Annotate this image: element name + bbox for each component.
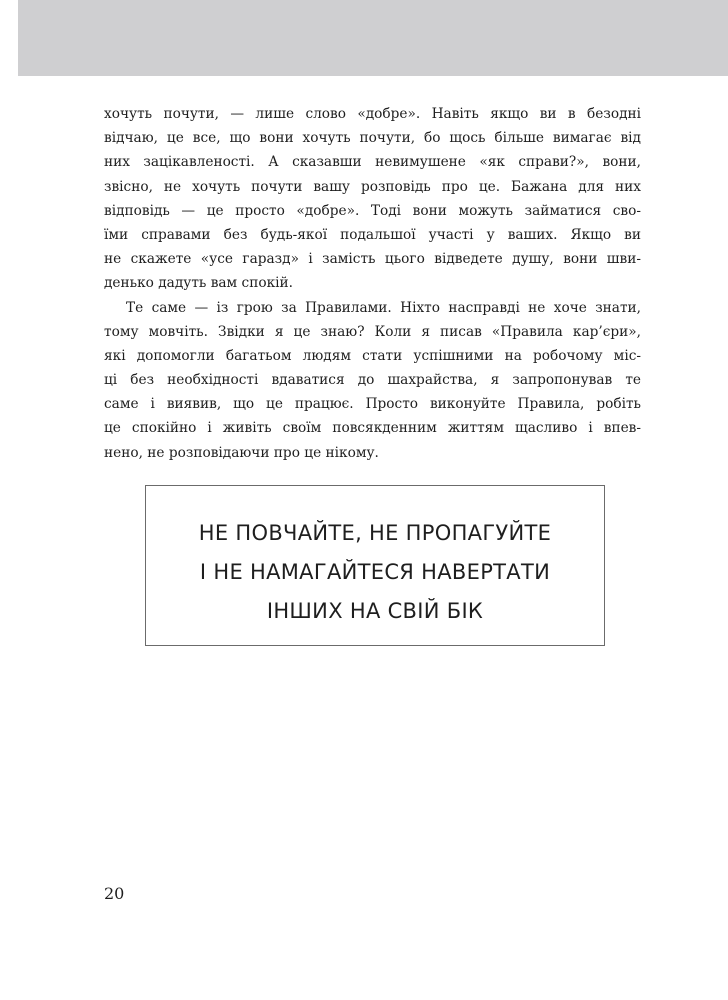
rule-callout-text [146, 514, 604, 631]
text-line: ці без необхідності вдаватися до шахрайства, я запропонував те [104, 372, 641, 389]
text-line: денько дадуть вам спокій. [104, 275, 293, 292]
rule-callout-box [145, 485, 605, 646]
text-line: Те саме — із грою за Правилами. Ніхто насправді не хоче знати, [126, 299, 641, 316]
text-line: звісно, не хочуть почути вашу розповідь про це. Бажана для них [104, 178, 641, 195]
page-number: 20 [104, 884, 125, 903]
text-line: які допомогли багатьом людям стати успішними на робочому міс- [104, 347, 641, 364]
page-header-band [18, 0, 728, 76]
text-line: їми справами без будь-якої подальшої участі у ваших. Якщо ви [104, 226, 641, 243]
text-line: не скажете «усе гаразд» і замість цього відведете душу, вони шви- [104, 251, 641, 268]
rule-line: НЕ ПОВЧАЙТЕ, НЕ ПРОПАГУЙТЕ [198, 521, 552, 545]
text-line: відчаю, це все, що вони хочуть почути, бо щось більше вимагає від [104, 130, 641, 147]
text-line: нено, не розповідаючи про це нікому. [104, 444, 379, 461]
text-line: відповідь — це просто «добре». Тоді вони можуть займатися сво- [104, 202, 641, 219]
rule-line: І НЕ НАМАГАЙТЕСЯ НАВЕРТАТИ [199, 560, 551, 584]
text-line: тому мовчіть. Звідки я це знаю? Коли я писав «Правила кар’єри», [104, 323, 641, 340]
body-text [104, 102, 641, 465]
paragraph-2 [104, 296, 641, 465]
rule-line: ІНШИХ НА СВІЙ БІК [266, 599, 484, 623]
text-line: хочуть почути, — лише слово «добре». Навіть якщо ви в безодні [104, 106, 641, 122]
paragraph-1 [104, 102, 641, 296]
text-line: них зацікавленості. А сказавши невимушене «як справи?», вони, [104, 154, 641, 171]
text-line: саме і виявив, що це працює. Просто виконуйте Правила, робіть [104, 396, 641, 413]
text-line: це спокійно і живіть своїм повсякденним життям щасливо і впев- [104, 420, 641, 437]
